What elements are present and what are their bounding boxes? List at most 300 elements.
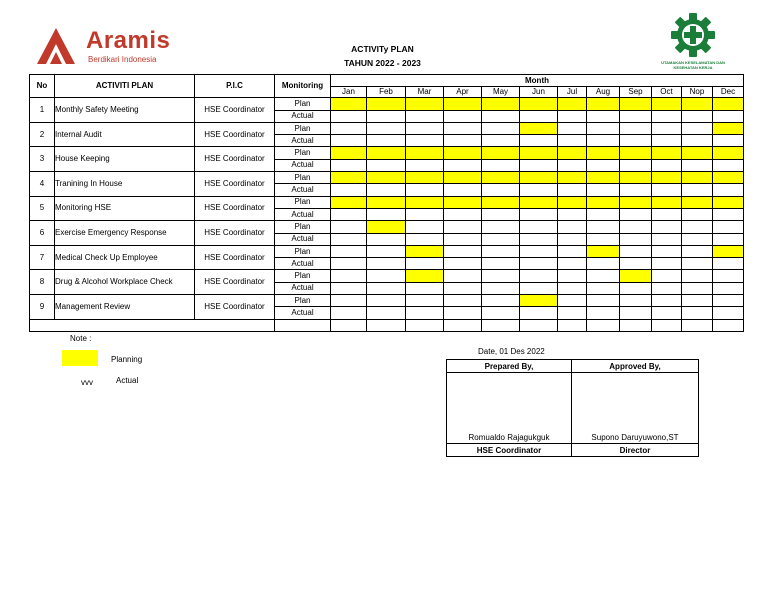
month-cell	[682, 221, 713, 233]
month-cell	[587, 270, 620, 282]
month-cell	[713, 233, 744, 245]
month-cell	[331, 110, 367, 122]
plan-label: Plan	[275, 295, 331, 307]
month-cell	[558, 122, 587, 134]
month-cell	[444, 208, 482, 220]
month-cell	[367, 110, 406, 122]
spacer-cell	[275, 319, 331, 331]
month-cell	[520, 307, 558, 319]
actual-label: Actual	[275, 159, 331, 171]
month-cell	[652, 245, 682, 257]
month-cell	[652, 184, 682, 196]
activity-name: Exercise Emergency Response	[55, 221, 195, 246]
month-cell	[331, 159, 367, 171]
month-cell	[331, 184, 367, 196]
activity-name: Monthly Safety Meeting	[55, 98, 195, 123]
month-cell	[482, 295, 520, 307]
planned-month-cell	[652, 98, 682, 110]
month-cell	[682, 245, 713, 257]
document-title: ACTIVITy PLAN	[351, 44, 414, 54]
actual-label: Actual	[275, 135, 331, 147]
month-cell	[367, 233, 406, 245]
planned-month-cell	[367, 98, 406, 110]
month-cell	[482, 135, 520, 147]
month-cell	[331, 233, 367, 245]
month-cell	[652, 282, 682, 294]
month-header: Mar	[406, 87, 444, 98]
month-cell	[444, 221, 482, 233]
planned-month-cell	[682, 98, 713, 110]
month-cell	[682, 122, 713, 134]
planned-month-cell	[406, 270, 444, 282]
row-number: 8	[30, 270, 55, 295]
plan-label: Plan	[275, 172, 331, 184]
month-cell	[367, 122, 406, 134]
month-cell	[520, 159, 558, 171]
planned-month-cell	[406, 147, 444, 159]
planned-month-cell	[713, 172, 744, 184]
month-cell	[652, 233, 682, 245]
document-title-block	[320, 42, 445, 70]
table-row	[30, 319, 744, 331]
month-cell	[444, 233, 482, 245]
activity-name: Tranining In House	[55, 172, 195, 197]
month-cell	[713, 307, 744, 319]
table-row	[30, 295, 744, 307]
month-cell	[652, 110, 682, 122]
planned-month-cell	[620, 172, 652, 184]
plan-label: Plan	[275, 270, 331, 282]
planned-month-cell	[367, 221, 406, 233]
month-header: Feb	[367, 87, 406, 98]
month-cell	[620, 110, 652, 122]
month-cell	[558, 221, 587, 233]
month-cell	[520, 110, 558, 122]
header-pic: P.I.C	[195, 75, 275, 98]
month-cell	[558, 258, 587, 270]
month-cell	[406, 282, 444, 294]
activity-pic: HSE Coordinator	[195, 196, 275, 221]
activity-name: Medical Check Up Employee	[55, 245, 195, 270]
month-cell	[587, 184, 620, 196]
actual-label: Actual	[275, 307, 331, 319]
month-cell	[406, 184, 444, 196]
spacer-cell	[558, 319, 587, 331]
activity-pic: HSE Coordinator	[195, 122, 275, 147]
plan-label: Plan	[275, 196, 331, 208]
month-header: Jun	[520, 87, 558, 98]
month-cell	[587, 159, 620, 171]
month-cell	[331, 258, 367, 270]
prepared-by-name: Romualdo Rajagukguk	[447, 373, 572, 444]
planned-month-cell	[331, 172, 367, 184]
signature-table	[446, 359, 699, 457]
month-cell	[444, 159, 482, 171]
month-cell	[482, 184, 520, 196]
month-cell	[367, 258, 406, 270]
planned-month-cell	[406, 98, 444, 110]
planned-month-cell	[444, 147, 482, 159]
planned-month-cell	[520, 98, 558, 110]
planned-month-cell	[331, 147, 367, 159]
planned-month-cell	[713, 245, 744, 257]
row-number: 5	[30, 196, 55, 221]
planned-month-cell	[444, 196, 482, 208]
month-cell	[331, 135, 367, 147]
month-cell	[331, 122, 367, 134]
planned-month-cell	[652, 147, 682, 159]
month-cell	[682, 135, 713, 147]
month-cell	[587, 135, 620, 147]
company-name: Aramis	[86, 27, 171, 54]
month-cell	[444, 110, 482, 122]
month-header: Apr	[444, 87, 482, 98]
planned-month-cell	[713, 196, 744, 208]
note-label: Note :	[70, 334, 92, 343]
activity-pic: HSE Coordinator	[195, 172, 275, 197]
row-number: 9	[30, 295, 55, 320]
month-cell	[444, 122, 482, 134]
month-header: Aug	[587, 87, 620, 98]
month-cell	[367, 208, 406, 220]
month-cell	[558, 184, 587, 196]
month-cell	[587, 221, 620, 233]
company-logo	[36, 26, 170, 68]
planned-month-cell	[482, 172, 520, 184]
month-cell	[620, 159, 652, 171]
legend-planning-swatch	[62, 350, 98, 366]
month-cell	[482, 233, 520, 245]
month-cell	[682, 110, 713, 122]
actual-label: Actual	[275, 184, 331, 196]
month-cell	[520, 233, 558, 245]
planned-month-cell	[620, 270, 652, 282]
month-cell	[520, 282, 558, 294]
activity-pic: HSE Coordinator	[195, 295, 275, 320]
table-row	[30, 270, 744, 282]
planned-month-cell	[406, 245, 444, 257]
month-cell	[444, 245, 482, 257]
row-number: 1	[30, 98, 55, 123]
month-header: Oct	[652, 87, 682, 98]
month-cell	[620, 233, 652, 245]
actual-label: Actual	[275, 258, 331, 270]
month-cell	[367, 307, 406, 319]
plan-label: Plan	[275, 147, 331, 159]
month-cell	[713, 184, 744, 196]
k3-badge	[658, 12, 728, 74]
planned-month-cell	[558, 172, 587, 184]
actual-label: Actual	[275, 233, 331, 245]
planned-month-cell	[520, 295, 558, 307]
month-cell	[482, 159, 520, 171]
company-tagline: Berdikari Indonesia	[88, 55, 157, 64]
month-cell	[652, 135, 682, 147]
planned-month-cell	[520, 172, 558, 184]
month-cell	[682, 159, 713, 171]
planned-month-cell	[520, 196, 558, 208]
planned-month-cell	[367, 172, 406, 184]
planned-month-cell	[620, 196, 652, 208]
planned-month-cell	[520, 147, 558, 159]
month-cell	[367, 159, 406, 171]
table-row	[30, 147, 744, 159]
planned-month-cell	[620, 147, 652, 159]
month-cell	[482, 208, 520, 220]
planned-month-cell	[587, 196, 620, 208]
month-cell	[406, 221, 444, 233]
month-cell	[652, 295, 682, 307]
planned-month-cell	[558, 98, 587, 110]
planned-month-cell	[713, 147, 744, 159]
plan-label: Plan	[275, 221, 331, 233]
planned-month-cell	[331, 98, 367, 110]
planned-month-cell	[444, 172, 482, 184]
month-cell	[587, 122, 620, 134]
header-activity: ACTIVITI PLAN	[55, 75, 195, 98]
planned-month-cell	[587, 147, 620, 159]
activity-name: Management Review	[55, 295, 195, 320]
month-header: Sep	[620, 87, 652, 98]
planned-month-cell	[682, 172, 713, 184]
month-cell	[652, 208, 682, 220]
month-cell	[558, 245, 587, 257]
month-cell	[587, 307, 620, 319]
plan-label: Plan	[275, 98, 331, 110]
row-number: 7	[30, 245, 55, 270]
month-cell	[652, 307, 682, 319]
plan-label: Plan	[275, 245, 331, 257]
month-cell	[652, 270, 682, 282]
planned-month-cell	[587, 172, 620, 184]
month-cell	[520, 270, 558, 282]
month-cell	[713, 270, 744, 282]
planned-month-cell	[367, 196, 406, 208]
activity-name: Internal Audit	[55, 122, 195, 147]
activity-name: Drug & Alcohol Workplace Check	[55, 270, 195, 295]
row-number: 6	[30, 221, 55, 246]
month-cell	[620, 295, 652, 307]
activity-name: Monitoring HSE	[55, 196, 195, 221]
table-row	[30, 221, 744, 233]
month-cell	[406, 208, 444, 220]
month-header: May	[482, 87, 520, 98]
month-cell	[620, 135, 652, 147]
plan-label: Plan	[275, 122, 331, 134]
planned-month-cell	[558, 196, 587, 208]
month-cell	[406, 122, 444, 134]
month-cell	[652, 159, 682, 171]
activity-pic: HSE Coordinator	[195, 98, 275, 123]
month-cell	[620, 258, 652, 270]
actual-label: Actual	[275, 110, 331, 122]
month-cell	[367, 270, 406, 282]
month-cell	[558, 282, 587, 294]
month-cell	[558, 159, 587, 171]
planned-month-cell	[620, 98, 652, 110]
month-cell	[331, 307, 367, 319]
planned-month-cell	[331, 196, 367, 208]
month-cell	[520, 258, 558, 270]
month-cell	[482, 110, 520, 122]
table-row	[30, 196, 744, 208]
planned-month-cell	[652, 196, 682, 208]
month-cell	[558, 110, 587, 122]
planned-month-cell	[587, 98, 620, 110]
month-cell	[558, 307, 587, 319]
month-cell	[520, 184, 558, 196]
activity-pic: HSE Coordinator	[195, 270, 275, 295]
month-cell	[620, 245, 652, 257]
month-cell	[406, 159, 444, 171]
month-cell	[444, 282, 482, 294]
activity-name: House Keeping	[55, 147, 195, 172]
header-month: Month	[331, 75, 744, 87]
planned-month-cell	[444, 98, 482, 110]
spacer-cell	[682, 319, 713, 331]
month-cell	[682, 282, 713, 294]
month-header: Jan	[331, 87, 367, 98]
month-cell	[587, 208, 620, 220]
month-cell	[620, 221, 652, 233]
month-cell	[482, 282, 520, 294]
planned-month-cell	[482, 98, 520, 110]
spacer-cell	[520, 319, 558, 331]
row-number: 3	[30, 147, 55, 172]
month-cell	[367, 282, 406, 294]
table-row	[30, 98, 744, 110]
planned-month-cell	[558, 147, 587, 159]
month-cell	[620, 282, 652, 294]
planned-month-cell	[713, 98, 744, 110]
month-cell	[558, 233, 587, 245]
month-cell	[682, 295, 713, 307]
planned-month-cell	[367, 147, 406, 159]
planned-month-cell	[682, 147, 713, 159]
month-cell	[482, 258, 520, 270]
planned-month-cell	[406, 196, 444, 208]
month-cell	[331, 282, 367, 294]
month-cell	[682, 184, 713, 196]
month-cell	[520, 245, 558, 257]
planned-month-cell	[482, 196, 520, 208]
month-cell	[682, 307, 713, 319]
month-cell	[652, 221, 682, 233]
planned-month-cell	[587, 245, 620, 257]
planned-month-cell	[520, 122, 558, 134]
month-cell	[713, 159, 744, 171]
month-header: Nop	[682, 87, 713, 98]
month-cell	[444, 307, 482, 319]
month-cell	[682, 233, 713, 245]
month-cell	[331, 245, 367, 257]
month-cell	[713, 135, 744, 147]
planned-month-cell	[406, 172, 444, 184]
month-cell	[682, 258, 713, 270]
month-cell	[482, 245, 520, 257]
month-cell	[367, 184, 406, 196]
month-cell	[406, 295, 444, 307]
month-cell	[444, 184, 482, 196]
month-cell	[406, 258, 444, 270]
month-cell	[558, 135, 587, 147]
month-cell	[558, 208, 587, 220]
approved-by-role: Director	[572, 444, 699, 457]
month-header: Dec	[713, 87, 744, 98]
month-cell	[444, 258, 482, 270]
actual-label: Actual	[275, 208, 331, 220]
header-no: No	[30, 75, 55, 98]
activity-pic: HSE Coordinator	[195, 245, 275, 270]
document-period: TAHUN 2022 - 2023	[344, 58, 421, 68]
month-cell	[713, 258, 744, 270]
table-row	[30, 245, 744, 257]
month-cell	[713, 110, 744, 122]
k3-gear-cross-icon	[670, 12, 716, 58]
month-cell	[482, 122, 520, 134]
prepared-by-role: HSE Coordinator	[447, 444, 572, 457]
month-cell	[620, 122, 652, 134]
month-cell	[444, 295, 482, 307]
row-number: 4	[30, 172, 55, 197]
approved-by-label: Approved By,	[572, 360, 699, 373]
planned-month-cell	[652, 172, 682, 184]
month-cell	[520, 208, 558, 220]
spacer-cell	[482, 319, 520, 331]
month-cell	[331, 221, 367, 233]
month-header: Jul	[558, 87, 587, 98]
month-cell	[620, 208, 652, 220]
month-cell	[406, 135, 444, 147]
table-row	[30, 172, 744, 184]
month-cell	[713, 282, 744, 294]
month-cell	[652, 258, 682, 270]
month-cell	[713, 221, 744, 233]
activity-pic: HSE Coordinator	[195, 221, 275, 246]
spacer-cell	[652, 319, 682, 331]
activity-plan-table	[29, 74, 744, 332]
legend-actual-mark: vvv	[81, 378, 93, 387]
spacer-cell	[587, 319, 620, 331]
month-cell	[587, 233, 620, 245]
month-cell	[587, 258, 620, 270]
planned-month-cell	[682, 196, 713, 208]
spacer-cell	[406, 319, 444, 331]
spacer-cell	[30, 319, 275, 331]
month-cell	[367, 295, 406, 307]
month-cell	[406, 110, 444, 122]
month-cell	[713, 208, 744, 220]
month-cell	[367, 245, 406, 257]
actual-label: Actual	[275, 282, 331, 294]
month-cell	[652, 122, 682, 134]
spacer-cell	[444, 319, 482, 331]
month-cell	[682, 208, 713, 220]
prepared-by-label: Prepared By,	[447, 360, 572, 373]
table-row	[30, 122, 744, 134]
month-cell	[331, 208, 367, 220]
month-cell	[587, 295, 620, 307]
month-cell	[620, 307, 652, 319]
planned-month-cell	[713, 122, 744, 134]
legend-planning-label: Planning	[111, 355, 143, 364]
month-cell	[520, 221, 558, 233]
month-cell	[444, 270, 482, 282]
month-cell	[620, 184, 652, 196]
month-cell	[558, 295, 587, 307]
row-number: 2	[30, 122, 55, 147]
month-cell	[587, 282, 620, 294]
